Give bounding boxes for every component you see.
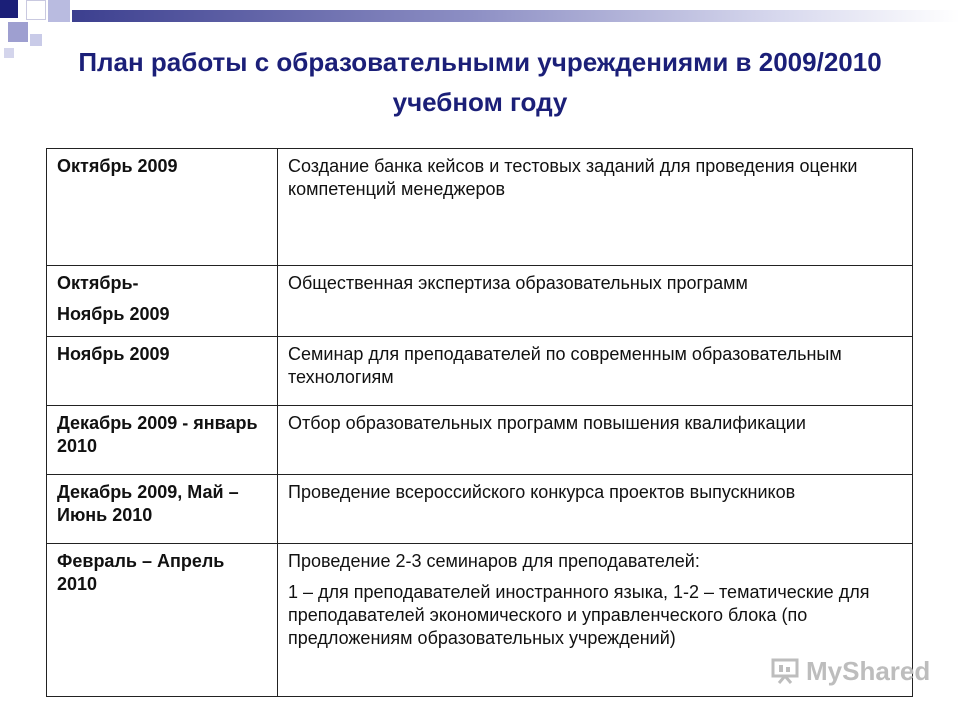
task-cell (278, 337, 913, 406)
period-text: Декабрь 2009, Май – Июнь 2010 (57, 482, 239, 525)
period-text: Декабрь 2009 - январь 2010 (57, 413, 258, 456)
decor-square-light (48, 0, 70, 22)
period-cell (47, 337, 278, 406)
plan-table (46, 148, 913, 697)
task-cell (278, 266, 913, 337)
period-text: Февраль – Апрель 2010 (57, 551, 225, 594)
period-text: Ноябрь 2009 (57, 344, 170, 364)
task-text: Отбор образовательных программ повышения квалификации (288, 413, 806, 433)
task-text: Проведение всероссийского конкурса проектов выпускников (288, 482, 796, 502)
presentation-board-icon (770, 658, 800, 684)
task-text: Создание банка кейсов и тестовых заданий для проведения оценки компетенций менеджеров (288, 156, 858, 199)
task-cell (278, 149, 913, 266)
decor-square-white (26, 0, 46, 20)
decor-square-tiny (4, 48, 14, 58)
period-cell (47, 475, 278, 544)
period-cell (47, 149, 278, 266)
period-cell (47, 544, 278, 697)
table-row (47, 149, 913, 266)
table-row (47, 266, 913, 337)
decor-square-dark (0, 0, 18, 18)
watermark-text: MyShared (806, 655, 931, 686)
decor-gradient-bar (72, 10, 960, 22)
decor-square-mid (8, 22, 28, 42)
task-cell (278, 406, 913, 475)
table-row (47, 475, 913, 544)
task-text: 1 – для преподавателей иностранного языка, 1-2 – тематические для преподавателей экономического и управленческого блока (по предложениям образовательных учреждений) (288, 582, 870, 648)
slide-title: План работы с образовательными учреждениями в 2009/2010 учебном году (78, 47, 882, 117)
table-row (47, 406, 913, 475)
period-cell (47, 266, 278, 337)
period-text: Ноябрь 2009 (57, 304, 170, 324)
task-text: Общественная экспертиза образовательных программ (288, 273, 748, 293)
task-text: Семинар для преподавателей по современным образовательным технологиям (288, 344, 842, 387)
task-text: Проведение 2-3 семинаров для преподавателей: (288, 551, 700, 571)
period-cell (47, 406, 278, 475)
task-cell (278, 475, 913, 544)
period-text: Октябрь- (57, 273, 139, 293)
watermark (770, 654, 930, 688)
table-row (47, 337, 913, 406)
period-text: Октябрь 2009 (57, 156, 178, 176)
